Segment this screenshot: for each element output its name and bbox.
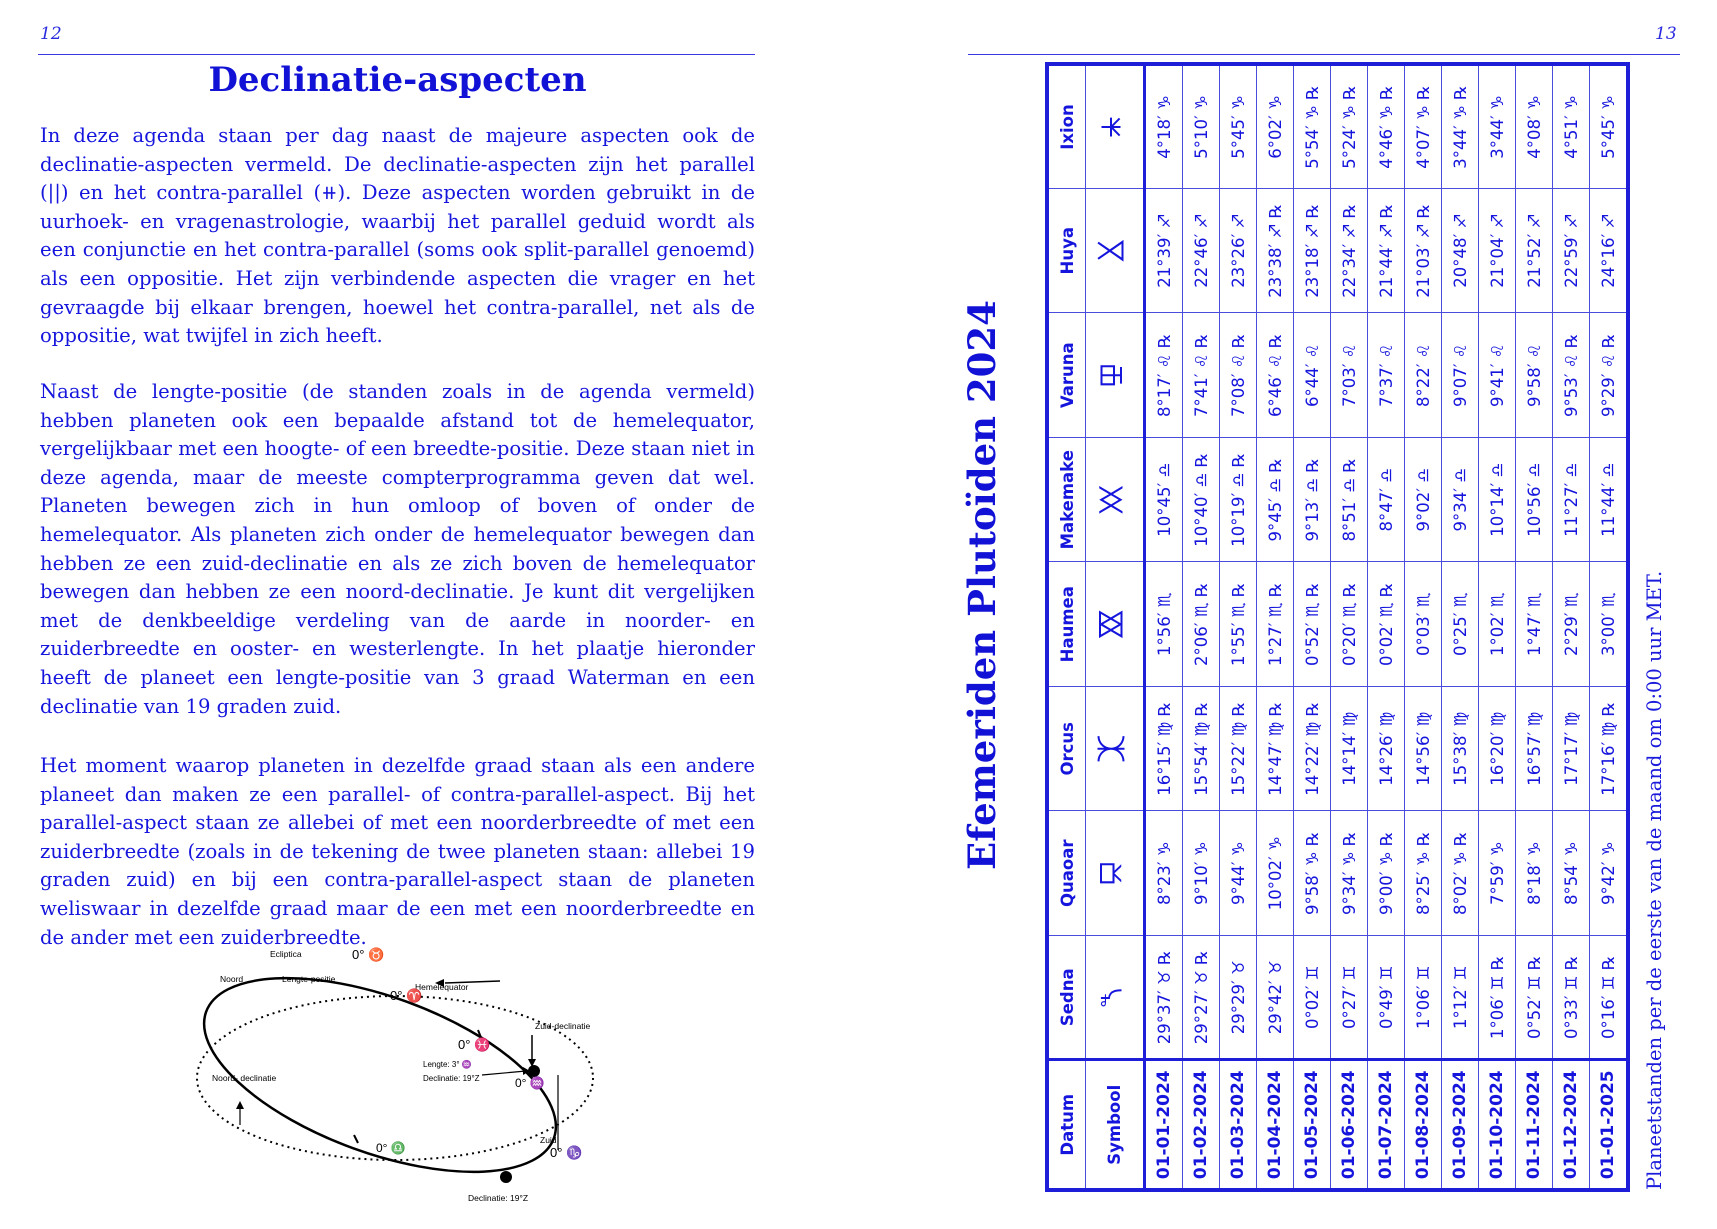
table-cell: 1°55′ ♏ ℞ <box>1220 562 1257 687</box>
header-rule-right <box>968 54 1680 55</box>
table-cell: 20°48′ ♐ <box>1442 189 1479 314</box>
table-cell: 14°56′ ♍ <box>1405 687 1442 812</box>
table-cell: 10°14′ ♎ <box>1479 438 1516 563</box>
table-cell: 9°29′ ♌ ℞ <box>1590 313 1629 438</box>
paragraph-1: In deze agenda staan per dag naast de majeure aspecten ook de declinatie-aspecten vermeld. De declinatie-aspecten zijn het parallel (||) en het contra-parallel (⧺). Deze aspecten worden gebruikt in de uurhoek- en vragenastrologie, waarbij het parallel geduid wordt als een conjunctie en het contra-parallel (soms ook split-parallel genoemd) als een oppositie. Het zijn verbindende aspecten die vrager en het gevraagde bij elkaar brengen, hoewel het contra-parallel, net als de oppositie, wat twijfel in zich heeft. <box>40 124 755 348</box>
table-cell: 8°25′ ♑ ℞ <box>1405 811 1442 936</box>
column-header-huya: Huya <box>1047 189 1086 314</box>
table-cell: 17°17′ ♍ <box>1553 687 1590 812</box>
table-cell: 22°46′ ♐ <box>1183 189 1220 314</box>
table-row <box>1294 64 1331 1190</box>
label-declinatie-small: Declinatie: 19°Z <box>423 1074 480 1083</box>
table-cell: 7°41′ ♌ ℞ <box>1183 313 1220 438</box>
table-cell: 9°45′ ♎ ℞ <box>1257 438 1294 563</box>
table-cell: 9°13′ ♎ ℞ <box>1294 438 1331 563</box>
table-cell: 0°02′ ♏ ℞ <box>1368 562 1405 687</box>
planet-symbol-icon: ⯳ <box>1086 811 1145 936</box>
table-cell: 8°54′ ♑ <box>1553 811 1590 936</box>
row-date: 01-10-2024 <box>1479 1060 1516 1190</box>
table-cell: 9°58′ ♑ ℞ <box>1294 811 1331 936</box>
column-header-varuna: Varuna <box>1047 313 1086 438</box>
table-cell: 29°42′ ♉ <box>1257 936 1294 1061</box>
column-header-haumea: Haumea <box>1047 562 1086 687</box>
table-cell: 23°18′ ♐ ℞ <box>1294 189 1331 314</box>
table-cell: 1°47′ ♏ <box>1516 562 1553 687</box>
table-cell: 16°15′ ♍ ℞ <box>1145 687 1183 812</box>
table-cell: 8°02′ ♑ ℞ <box>1442 811 1479 936</box>
table-cell: 2°29′ ♏ <box>1553 562 1590 687</box>
row-date: 01-06-2024 <box>1331 1060 1368 1190</box>
table-cell: 0°52′ ♏ ℞ <box>1294 562 1331 687</box>
row-date: 01-12-2024 <box>1553 1060 1590 1190</box>
table-cell: 6°44′ ♌ <box>1294 313 1331 438</box>
table-cell: 1°06′ ♊ <box>1405 936 1442 1061</box>
table-cell: 9°34′ ♑ ℞ <box>1331 811 1368 936</box>
symbol-label: Symbool <box>1086 1060 1145 1190</box>
page-title: Declinatie-aspecten <box>208 60 587 100</box>
table-cell: 21°03′ ♐ ℞ <box>1405 189 1442 314</box>
table-cell: 9°53′ ♌ ℞ <box>1553 313 1590 438</box>
table-cell: 9°07′ ♌ <box>1442 313 1479 438</box>
table-cell: 6°02′ ♑ <box>1257 64 1294 189</box>
table-row <box>1145 64 1183 1190</box>
table-cell: 9°44′ ♑ <box>1220 811 1257 936</box>
table-cell: 8°23′ ♑ <box>1145 811 1183 936</box>
declination-diagram <box>190 945 610 1207</box>
table-cell: 1°06′ ♊ ℞ <box>1479 936 1516 1061</box>
table-cell: 9°34′ ♎ <box>1442 438 1479 563</box>
row-date: 01-04-2024 <box>1257 1060 1294 1190</box>
table-cell: 21°44′ ♐ ℞ <box>1368 189 1405 314</box>
planet-marker-2 <box>500 1171 512 1183</box>
table-cell: 9°41′ ♌ <box>1479 313 1516 438</box>
planet-symbol-icon: ⯷ <box>1086 189 1145 314</box>
table-cell: 22°59′ ♐ <box>1553 189 1590 314</box>
table-cell: 7°59′ ♑ <box>1479 811 1516 936</box>
table-cell: 9°02′ ♎ <box>1405 438 1442 563</box>
table-cell: 16°57′ ♍ <box>1516 687 1553 812</box>
label-lengte: Lengte: 3° ♒ <box>423 1060 472 1069</box>
table-cell: 9°00′ ♑ ℞ <box>1368 811 1405 936</box>
table-cell: 15°38′ ♍ <box>1442 687 1479 812</box>
table-cell: 7°37′ ♌ <box>1368 313 1405 438</box>
table-cell: 6°46′ ♌ ℞ <box>1257 313 1294 438</box>
table-title: Efemeriden Plutoïden 2024 <box>960 300 1004 870</box>
paragraph-2: Naast de lengte-positie (de standen zoals in de agenda vermeld) hebben planeten ook een bepaalde afstand tot de hemelequator, vergelijkbaar met een hoogte- of een breedte-positie. Deze staan niet in deze agenda, maar de meeste compterprogramma geven dat wel. Planeten bewegen zich in hun omloop of boven of onder de hemelequator. Als planeten zich onder de hemelequator bewegen dan hebben ze een zuid-declinatie en als ze zich boven de hemelequator bewegen dan hebben ze een noord-declinatie. Je kunt dit vergelijken met de denkbeeldige verdeling van de aarde in noorder- en zuiderbreedte en ooster- en westerlengte. In het plaatje hieronder heeft de planeet een lengte-positie van 3 graad Waterman en een declinatie van 19 graden zuid. <box>40 380 755 718</box>
table-cell: 0°52′ ♊ ℞ <box>1516 936 1553 1061</box>
row-date: 01-03-2024 <box>1220 1060 1257 1190</box>
planet-symbol-icon: ⯸ <box>1086 64 1145 189</box>
table-cell: 4°46′ ♑ ℞ <box>1368 64 1405 189</box>
label-hemelequator: Hemelequator <box>415 982 469 992</box>
table-cell: 21°39′ ♐ <box>1145 189 1183 314</box>
table-cell: 7°03′ ♌ <box>1331 313 1368 438</box>
table-cell: 5°10′ ♑ <box>1183 64 1220 189</box>
table-cell: 10°40′ ♎ ℞ <box>1183 438 1220 563</box>
header-rule-left <box>38 54 755 55</box>
table-cell: 8°51′ ♎ ℞ <box>1331 438 1368 563</box>
table-cell: 8°18′ ♑ <box>1516 811 1553 936</box>
table-cell: 0°02′ ♊ <box>1294 936 1331 1061</box>
paragraph-3: Het moment waarop planeten in dezelfde graad staan als een andere planeet dan maken ze een parallel- of contra-parallel-aspect. Bij het parallel-aspect staan ze allebei of met een noorderbreedte of met een zuiderbreedte (zoals in de tekening de twee planeten staan: allebei 19 graden zuid) en bij een contra-parallel-aspect staan de planeten weliswaar in dezelfde graad maar de een met een noorderbreedte en de ander met een zuiderbreedte. <box>40 754 755 949</box>
table-cell: 9°42′ ♑ <box>1590 811 1629 936</box>
table-cell: 22°34′ ♐ ℞ <box>1331 189 1368 314</box>
label-libra: 0° ♎ <box>376 1141 406 1155</box>
page-number-left: 12 <box>40 24 62 44</box>
table-cell: 4°51′ ♑ <box>1553 64 1590 189</box>
table-cell: 15°22′ ♍ ℞ <box>1220 687 1257 812</box>
table-row <box>1553 64 1590 1190</box>
label-noord: Noord <box>220 974 244 984</box>
table-cell: 23°38′ ♐ ℞ <box>1257 189 1294 314</box>
table-cell: 4°07′ ♑ ℞ <box>1405 64 1442 189</box>
row-date: 01-09-2024 <box>1442 1060 1479 1190</box>
table-cell: 9°10′ ♑ <box>1183 811 1220 936</box>
planet-symbol-icon: ⯲ <box>1086 936 1145 1061</box>
table-cell: 0°20′ ♏ ℞ <box>1331 562 1368 687</box>
table-cell: 29°29′ ♉ <box>1220 936 1257 1061</box>
table-cell: 24°16′ ♐ <box>1590 189 1629 314</box>
row-date: 01-07-2024 <box>1368 1060 1405 1190</box>
table-cell: 1°12′ ♊ <box>1442 936 1479 1061</box>
table-cell: 10°19′ ♎ ℞ <box>1220 438 1257 563</box>
label-pisces: 0° ♓ <box>458 1037 491 1052</box>
label-ecliptica: Ecliptica <box>270 949 302 959</box>
symbol-row <box>1086 64 1145 1190</box>
table-cell: 7°08′ ♌ ℞ <box>1220 313 1257 438</box>
page-number-right: 13 <box>1655 24 1677 44</box>
table-cell: 2°06′ ♏ ℞ <box>1183 562 1220 687</box>
table-cell: 14°22′ ♍ ℞ <box>1294 687 1331 812</box>
row-date: 01-11-2024 <box>1516 1060 1553 1190</box>
label-taurus: 0° ♉ <box>352 947 385 962</box>
table-cell: 0°25′ ♏ <box>1442 562 1479 687</box>
table-cell: 1°27′ ♏ ℞ <box>1257 562 1294 687</box>
table-cell: 29°27′ ♉ ℞ <box>1183 936 1220 1061</box>
column-header-ixion: Ixion <box>1047 64 1086 189</box>
table-cell: 0°03′ ♏ <box>1405 562 1442 687</box>
table-cell: 10°02′ ♑ <box>1257 811 1294 936</box>
table-cell: 10°56′ ♎ <box>1516 438 1553 563</box>
table-cell: 3°44′ ♑ ℞ <box>1442 64 1479 189</box>
planet-symbol-icon: ⯰ <box>1086 687 1145 812</box>
table-row <box>1442 64 1479 1190</box>
table-cell: 14°14′ ♍ <box>1331 687 1368 812</box>
table-cell: 11°44′ ♎ <box>1590 438 1629 563</box>
table-cell: 14°26′ ♍ <box>1368 687 1405 812</box>
table-row <box>1479 64 1516 1190</box>
table-cell: 11°27′ ♎ <box>1553 438 1590 563</box>
table-cell: 5°54′ ♑ ℞ <box>1294 64 1331 189</box>
planet-symbol-icon: ⯴ <box>1086 562 1145 687</box>
label-lengte-positie: Lengte-positie <box>282 974 336 984</box>
table-cell: 16°20′ ♍ <box>1479 687 1516 812</box>
column-header-sedna: Sedna <box>1047 936 1086 1061</box>
table-row <box>1590 64 1629 1190</box>
table-cell: 4°18′ ♑ <box>1145 64 1183 189</box>
label-declinatie-bottom: Declinatie: 19°Z <box>468 1193 529 1203</box>
table-row <box>1516 64 1553 1190</box>
row-date: 01-01-2024 <box>1145 1060 1183 1190</box>
planet-symbol-icon: ⯶ <box>1086 313 1145 438</box>
table-cell: 8°22′ ♌ <box>1405 313 1442 438</box>
header-row <box>1047 64 1086 1190</box>
table-cell: 1°56′ ♏ <box>1145 562 1183 687</box>
table-row <box>1331 64 1368 1190</box>
row-date: 01-08-2024 <box>1405 1060 1442 1190</box>
lengte-arrow <box>482 1071 526 1075</box>
column-header-makemake: Makemake <box>1047 438 1086 563</box>
table-cell: 9°58′ ♌ <box>1516 313 1553 438</box>
table-row <box>1368 64 1405 1190</box>
label-capricorn: 0° ♑ <box>550 1145 583 1160</box>
column-header-orcus: Orcus <box>1047 687 1086 812</box>
table-cell: 14°47′ ♍ ℞ <box>1257 687 1294 812</box>
table-cell: 5°45′ ♑ <box>1220 64 1257 189</box>
table-cell: 29°37′ ♉ ℞ <box>1145 936 1183 1061</box>
column-header-quaoar: Quaoar <box>1047 811 1086 936</box>
table-cell: 10°45′ ♎ <box>1145 438 1183 563</box>
table-cell: 15°54′ ♍ ℞ <box>1183 687 1220 812</box>
row-date: 01-01-2025 <box>1590 1060 1629 1190</box>
table-cell: 8°17′ ♌ ℞ <box>1145 313 1183 438</box>
table-cell: 0°49′ ♊ <box>1368 936 1405 1061</box>
label-zuid: Zuid <box>540 1135 557 1145</box>
table-cell: 1°02′ ♏ <box>1479 562 1516 687</box>
table-footnote: Planeetstanden per de eerste van de maand om 0:00 uur MET. <box>1643 570 1666 1190</box>
table-cell: 8°47′ ♎ <box>1368 438 1405 563</box>
ephemeris-table <box>1045 62 1630 1192</box>
row-date: 01-02-2024 <box>1183 1060 1220 1190</box>
ephemeris-table-wrapper <box>1045 62 1625 1192</box>
row-date: 01-05-2024 <box>1294 1060 1331 1190</box>
table-row <box>1183 64 1220 1190</box>
table-row <box>1257 64 1294 1190</box>
table-cell: 3°00′ ♏ <box>1590 562 1629 687</box>
table-cell: 17°16′ ♍ ℞ <box>1590 687 1629 812</box>
table-cell: 23°26′ ♐ <box>1220 189 1257 314</box>
label-zuid-declinatie: Zuid-declinatie <box>535 1021 591 1031</box>
table-cell: 5°45′ ♑ <box>1590 64 1629 189</box>
table-cell: 4°08′ ♑ <box>1516 64 1553 189</box>
table-cell: 0°27′ ♊ <box>1331 936 1368 1061</box>
table-row <box>1220 64 1257 1190</box>
ephemeris-table-body <box>1047 64 1628 1190</box>
column-header-datum: Datum <box>1047 1060 1086 1190</box>
label-aquarius: 0° ♒ <box>515 1076 545 1090</box>
table-cell: 0°16′ ♊ ℞ <box>1590 936 1629 1061</box>
table-cell: 21°52′ ♐ <box>1516 189 1553 314</box>
table-cell: 5°24′ ♑ ℞ <box>1331 64 1368 189</box>
table-cell: 21°04′ ♐ <box>1479 189 1516 314</box>
label-noord-declinatie: Noord- declinatie <box>212 1073 277 1083</box>
table-row <box>1405 64 1442 1190</box>
table-cell: 3°44′ ♑ <box>1479 64 1516 189</box>
planet-symbol-icon: ⯵ <box>1086 438 1145 563</box>
label-aries: 0° ♈ <box>390 988 423 1003</box>
table-cell: 0°33′ ♊ ℞ <box>1553 936 1590 1061</box>
